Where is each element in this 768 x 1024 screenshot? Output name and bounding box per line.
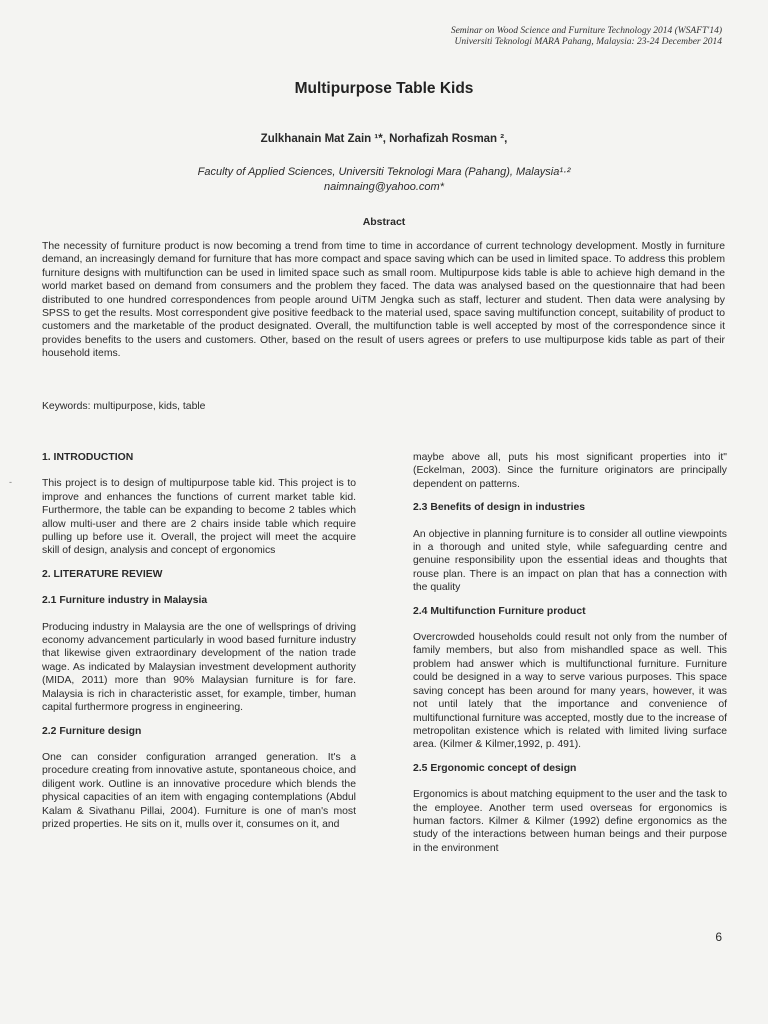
page-number: 6: [715, 930, 722, 944]
paper-title: Multipurpose Table Kids: [294, 80, 474, 97]
left-column: [42, 451, 356, 841]
abstract-text: The necessity of furniture product is now becoming a trend from time to time in accordance of current technology development. Mostly in furniture demand, an increasingly demand for furniture that has more compact and space saving which can be used in limited space. To address this problem furniture designs with multifunction can be used in limited space such as small room. Multipurpose kids table is able to achieve high demand in the world market based on demand from consumers and the problem they faced. The data was analysed based on the questionnaire that had been distributed to one hundred correspondences from people around UiTM Jengka such as staff, lecturer and student. Then data were analysing by SPSS to get the results. Most correspondent give positive feedback to the material used, space saving multifunction concept, suitability of product to customers and the marketable of the product designated. Overall, the multifunction table is well accepted by most of the correspondence since it provides benefits to the users and customers. Other, based on the result of users agrees or prefers to use multipurpose kids table as part of their household items.: [42, 241, 725, 360]
margin-mark: -: [9, 477, 12, 487]
subsection-heading-2-5: 2.5 Ergonomic concept of design: [413, 762, 577, 774]
subsection-text-2-5: Ergonomics is about matching equipment to the user and the task to the employee. Another term used overseas for ergonomics is human factors. Kilmer & Kilmer (1992) define ergonomics as the study of the interactions between human beings and their purpose in the environment: [413, 789, 727, 854]
author-email: naimnaing@yahoo.com*: [323, 181, 444, 193]
subsection-heading-2-4: 2.4 Multifunction Furniture product: [413, 605, 586, 617]
header-line-2: Universiti Teknologi MARA Pahang, Malaysia: 23-24 December 2014: [454, 37, 722, 47]
right-column: [413, 451, 727, 865]
subsection-text-2-1: Producing industry in Malaysia are the one of wellsprings of driving economy advancement particularly in wood based furniture industry that likewise given extraordinary development of the nation trade wage. As indicated by Malaysian investment development authority (MIDA, 2011) more than 90% Malaysian furniture is for fare. Malaysia is rich in characteristic asset, for example, timber, human capital furthermore progress in engineering.: [42, 621, 356, 714]
introduction-text: This project is to design of multipurpose table kid. This project is to improve and enhances the functions of current market table kid. Furthermore, the table can be expanding to become 2 tables which allow multi-user and there are 2 chairs inside table which require pulling up before use it. Overall, the project will meet the acquire skill of design, analysis and concept of ergonomics: [42, 478, 356, 557]
subsection-heading-2-2: 2.2 Furniture design: [42, 725, 142, 737]
running-header: [451, 26, 722, 48]
section-heading-literature-review: 2. LITERATURE REVIEW: [42, 568, 163, 580]
subsection-heading-2-1: 2.1 Furniture industry in Malaysia: [42, 595, 208, 607]
continued-text: maybe above all, puts his most significant properties into it" (Eckelman, 2003). Since the furniture originators are principally dependent on patterns.: [413, 452, 727, 490]
abstract-heading: Abstract: [362, 216, 406, 228]
subsection-heading-2-3: 2.3 Benefits of design in industries: [413, 502, 586, 514]
subsection-text-2-3: An objective in planning furniture is to consider all outline viewpoints in a thorough and united style, while safeguarding centre and genuine responsibility upon the essential ideas and thoughts that rouse plan. There is an impact on plan that has a connection with the quality: [413, 528, 727, 594]
section-heading-introduction: 1. INTRODUCTION: [42, 452, 134, 463]
subsection-text-2-2: One can consider configuration arranged generation. It's a procedure creating from innovative astute, spontaneous choice, and diligent work. Outline is an innovative procedure which blends the physical capacities of an item with engaging contemplations (Abdul Kalam & Sivathanu Pillai, 2004). Furniture is one of man's most prized properties. He sits on it, mulls over it, consumes on it, and: [42, 751, 356, 830]
subsection-text-2-4: Overcrowded households could result not only from the number of family members, but also from mishandled space as well. This problem had answer which is multifunctional furniture. Furniture could be designed in a way to serve various purposes. This space saving concept has been around for many years, however, it was not until lately that the importance and convenience of multifunctional furniture was accepted, mostly due to the increase of metropolitan existence which is related with limited living surface area. (Kilmer & Kilmer,1992, p. 491).: [413, 632, 727, 751]
header-line-1: Seminar on Wood Science and Furniture Technology 2014 (WSAFT'14): [450, 26, 722, 36]
author-list: Zulkhanain Mat Zain ¹*, Norhafizah Rosman ²,: [260, 133, 508, 145]
keywords: Keywords: multipurpose, kids, table: [42, 401, 206, 412]
affiliation-block: [0, 165, 768, 195]
affiliation-line: Faculty of Applied Sciences, Universiti Teknologi Mara (Pahang), Malaysia¹·²: [197, 166, 571, 178]
